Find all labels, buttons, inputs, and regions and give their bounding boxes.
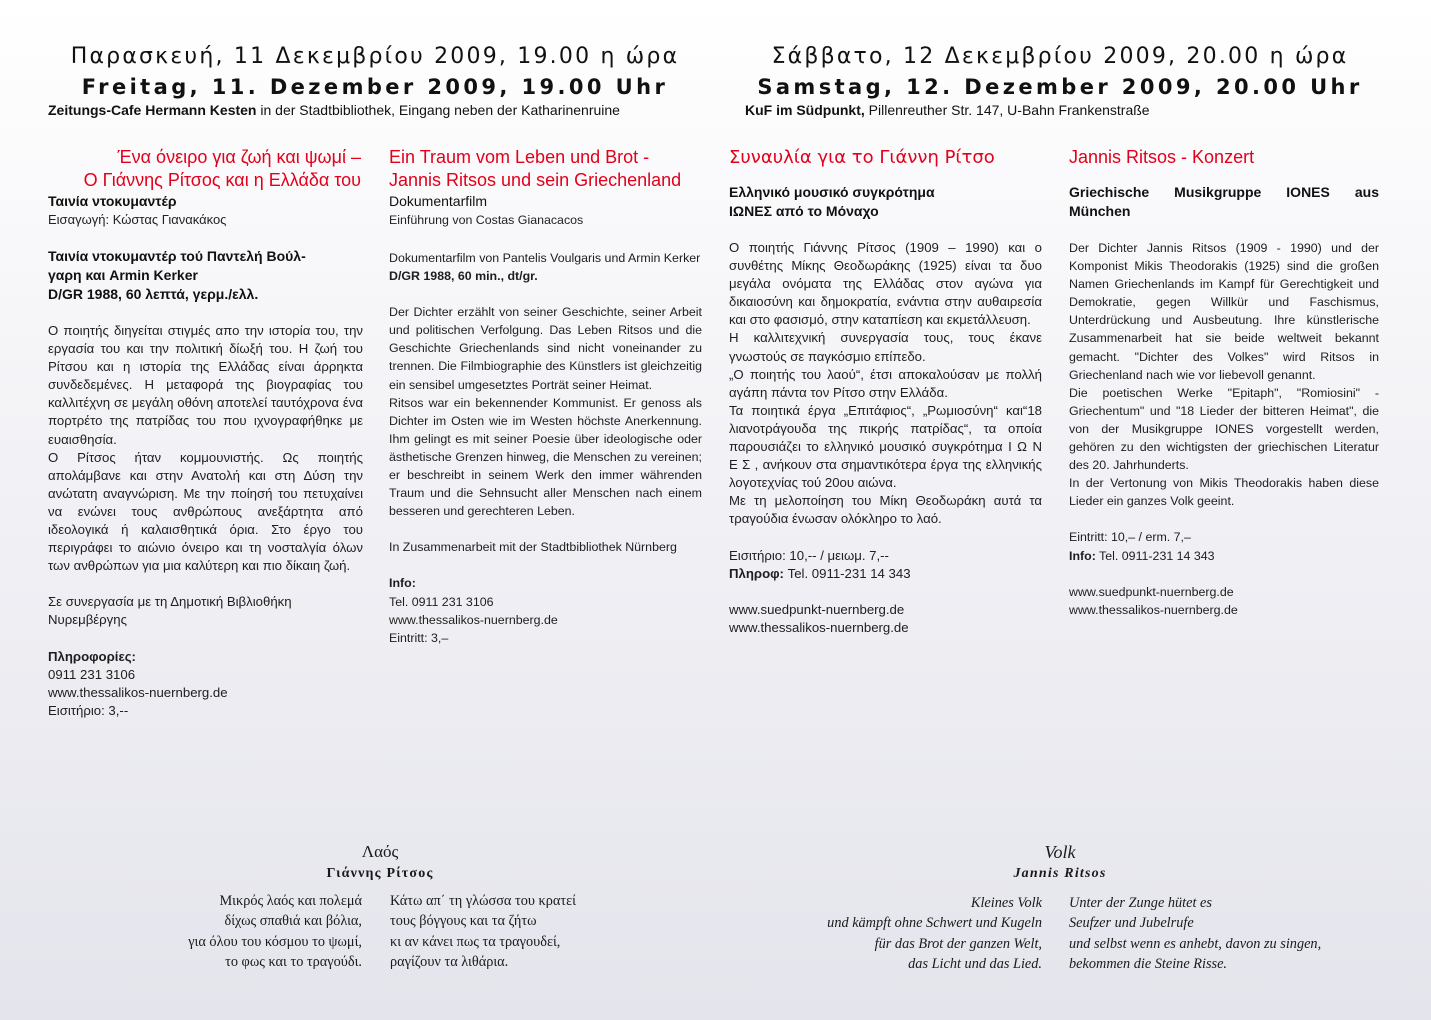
poem-line: Κάτω απ΄ τη γλώσσα του κρατεί <box>390 893 576 909</box>
film-description-greek <box>48 322 363 575</box>
film-credits-greek-line2: γαρη και Armin Kerker <box>48 267 198 283</box>
poem-line: το φως και το τραγούδι. <box>225 953 362 970</box>
paragraph: Der Dichter erzählt von seiner Geschichte, seiner Arbeit und politischen Verfolgung. Das Leben Ritsos und die Geschichte Griechenlands sind nicht voneinander zu trennen. Die Filmbiographie des Künstlers ist gleichzeitig ein sensibel umgesetztes Porträt seiner Heimat. <box>389 305 702 392</box>
concert-title-german: Jannis Ritsos - Konzert <box>1069 147 1255 167</box>
concert-subtitle-greek <box>729 183 1042 221</box>
paragraph: Η καλλιτεχνική συνεργασία τους, τους έκανε γνωστούς σε παγκόσμιο επίπεδο. <box>729 330 1042 364</box>
info-phone: Tel. 0911-231 14 343 <box>783 565 911 581</box>
website-link-thessalikos[interactable]: www.thessalikos-nuernberg.de <box>1069 602 1238 617</box>
paragraph: Die poetischen Werke "Epitaph", "Romiosini" - Griechentum" und "18 Lieder der bitteren Heimat", die von der Musikgruppe IONES vorgestellt werden, gehören zu den wichtigsten der griechischen Literatur des 20. Jahrhunderts. <box>1069 385 1379 473</box>
concert-description-greek <box>729 239 1042 529</box>
film-title-german-line2: Jannis Ritsos und sein Griechenland <box>389 170 682 190</box>
film-credits-german-line1: Dokumentarfilm von Pantelis Voulgaris und Armin Kerker <box>389 251 701 265</box>
paragraph: Με τη μελοποίηση του Μίκη Θεοδωράκη αυτά τα τραγούδια ένωσαν ολόκληρο το λαό. <box>729 493 1042 527</box>
poem-line: für das Brot der ganzen Welt, <box>874 935 1042 952</box>
poem-stanza1-greek <box>120 891 362 972</box>
left-venue-name: Zeitungs-Cafe Hermann Kesten <box>48 102 257 118</box>
poem-line: und selbst wenn es anhebt, davon zu singen, <box>1069 935 1322 952</box>
concert-subtitle-german: Griechische Musikgruppe IONES aus München <box>1069 184 1379 219</box>
info-phone: Tel. 0911 231 3106 <box>389 594 494 609</box>
paragraph: Ο ποιητής διηγείται στιγμές απο την ιστορία του, την εργασία του και την πολιτική δίωξή του. Η ζωή του Ρίτσου και η ιστορία της Ελλάδας είναι άρρηκτα συνδεδεμένες. Η μεταφορά της βιογραφίας του καλλιτέχνη σε μεγάλη οθόνη αποτελεί ταυτόχρονα ένα πορτρέτο της πατρίδας του που ιχνογραφήθηκε με ευαισθησία. <box>48 323 363 447</box>
film-intro-german: Einführung von Costas Gianacacos <box>389 213 584 227</box>
poem-stanza1-german <box>740 893 1042 974</box>
concert-description-german <box>1069 239 1379 510</box>
info-label: Info: <box>389 576 416 591</box>
film-title-german <box>389 146 702 192</box>
film-title-greek <box>48 146 361 192</box>
film-credits-german-line2: D/GR 1988, 60 min., dt/gr. <box>389 269 538 284</box>
poem-line: Μικρός λαός και πολεμά <box>219 893 362 909</box>
poem-line: τους βόγγους και τα ζήτω <box>390 913 537 930</box>
paragraph: In der Vertonung von Mikis Theodorakis haben diese Lieder ein ganzes Volk geeint. <box>1069 476 1379 509</box>
cooperation-note-greek: Σε συνεργασία με τη Δημοτική Βιβλιοθήκη Νυρεμβέργης <box>48 594 292 628</box>
poem-line: bekommen die Steine Risse. <box>1069 955 1228 972</box>
info-price: Εισιτήριο: 3,-- <box>48 702 129 718</box>
column-film-greek <box>48 146 363 720</box>
info-block-german <box>389 574 702 646</box>
poem-line: das Licht und das Lied. <box>908 955 1042 972</box>
right-date-german: Samstag, 12. Dezember 2009, 20.00 Uhr <box>757 75 1363 99</box>
right-venue-name: KuF im Südpunkt, <box>745 102 865 118</box>
info-website-link[interactable]: www.thessalikos-nuernberg.de <box>389 612 558 627</box>
poem-line: για όλου του κόσμου το ψωμί, <box>188 933 362 950</box>
info-label: Πληροφορίες: <box>48 648 136 664</box>
poem-line: δίχως σπαθιά και βόλια, <box>224 913 362 930</box>
info-phone: 0911 231 3106 <box>48 666 136 682</box>
film-subtitle-german: Dokumentarfilm <box>389 193 488 209</box>
poem-author-german: Jannis Ritsos <box>1013 866 1107 881</box>
concert-info-greek <box>729 547 1042 637</box>
poem-line: ραγίζουν τα λιθάρια. <box>390 953 509 970</box>
paragraph: „Ο ποιητής του λαού“, έτσι αποκαλούσαν με πολλή αγάπη πάντα τον Ρίτσο στην Ελλάδα. <box>729 366 1042 400</box>
poem-title-greek: Λαός <box>361 842 399 861</box>
left-venue-address: in der Stadtbibliothek, Eingang neben der Katharinenruine <box>256 102 620 118</box>
right-venue-address: Pillenreuther Str. 147, U-Bahn Frankenstraße <box>864 102 1150 118</box>
film-title-greek-line1: Ένα όνειρο για ζωή και ψωμί – <box>117 147 361 167</box>
column-film-german <box>389 146 702 647</box>
paragraph: Der Dichter Jannis Ritsos (1909 - 1990) und der Komponist Mikis Theodorakis (1925) sind die großen Namen Griechenlands im Kampf für Gerechtigkeit und Demokratie, gegen Willkür und Faschismus, Unterdrückung und Ausbeutung. Ihre künstlerische Zusammenarbeit hat sie beide weltweit bekannt gemacht. "Dichter des Volkes" wird Ritsos in Griechenland nach wie vor liebevoll genannt. <box>1069 241 1379 382</box>
poem-stanza2-german <box>1069 893 1389 974</box>
film-credits-greek-line1: Ταινία ντοκυμαντέρ τού Παντελή Βούλ- <box>48 248 306 264</box>
website-link-suedpunkt[interactable]: www.suedpunkt-nuernberg.de <box>1069 584 1234 599</box>
poem-stanza2-greek <box>390 891 640 972</box>
left-date-german: Freitag, 11. Dezember 2009, 19.00 Uhr <box>81 75 669 99</box>
film-description-german <box>389 303 702 520</box>
column-concert-german <box>1069 146 1379 619</box>
left-venue <box>48 102 620 118</box>
column-concert-greek <box>729 146 1042 637</box>
poem-line: κι αν κάνει πως τα τραγουδεί, <box>390 933 561 950</box>
film-credits-german <box>389 249 702 285</box>
film-subtitle-greek: Ταινία ντοκυμαντέρ <box>48 193 177 209</box>
info-label: Info: <box>1069 548 1096 563</box>
paragraph: Ritsos war ein bekennender Kommunist. Er genoss als Dichter im Osten wie im Westen höchste Anerkennung. Ihm gelingt es mit seiner Poesie über ideologische oder ästhetische Grenzen hinweg, die Menschen zu vereinen; er beschreibt in seinem Werk den immer währenden Traum und die Sehnsucht aller Menschen nach einem besseren und gerechteren Leben. <box>389 395 702 519</box>
right-date-greek: Σάββατο, 12 Δεκεμβρίου 2009, 20.00 η ώρα <box>771 44 1349 69</box>
concert-subtitle-greek-line2: ΙΩΝΕΣ από το Μόναχο <box>729 203 879 219</box>
paragraph: Τα ποιητικά έργα „Επιτάφιος“, „Ρωμιοσύνη“ και“18 λιανοτράγουδα της πικρής πατρίδας“, τα οποία παρουσιάζει το ελληνικό μουσικό συγκρότημα Ι Ω Ν Ε Σ , ανήκουν στα σημαντικότερα έργα της ελληνικής λογοτεχνίας τού 20ου αιώνα. <box>729 402 1042 491</box>
poem-title-german: Volk <box>1044 842 1076 862</box>
film-credits-greek <box>48 247 363 304</box>
website-link-thessalikos[interactable]: www.thessalikos-nuernberg.de <box>729 619 909 635</box>
poem-line: Kleines Volk <box>970 895 1042 911</box>
poem-line: und kämpft ohne Schwert und Kugeln <box>827 915 1042 932</box>
left-date-greek: Παρασκευή, 11 Δεκεμβρίου 2009, 19.00 η ώρα <box>70 44 680 69</box>
website-link-suedpunkt[interactable]: www.suedpunkt-nuernberg.de <box>729 601 905 617</box>
concert-title-greek: Συναυλία για το Γιάννη Ρίτσο <box>729 147 995 168</box>
film-credits-greek-line3: D/GR 1988, 60 λεπτά, γερμ./ελλ. <box>48 286 259 302</box>
film-title-greek-line2: Ο Γιάννης Ρίτσος και η Ελλάδα του <box>83 170 361 190</box>
concert-info-german <box>1069 528 1379 618</box>
paragraph: Ο Ρίτσος ήταν κομμουνιστής. Ως ποιητής απολάμβανε και στην Ανατολή και στη Δύση την ανώτατη αναγνώριση. Με την ποίησή του πετυχαίνει να ενώνει τους ανθρώπους ανεξάρτητα από ιδεολογικά ή καλαισθητικά όρια. Στο έργο του περιγράφει το αιώνιο όνειρο και τη νοσταλγία όλων των ανθρώπων για μια καλύτερη και πιο δίκαιη ζωή. <box>48 449 363 574</box>
paragraph: Ο ποιητής Γιάννης Ρίτσος (1909 – 1990) και ο συνθέτης Μίκης Θεοδωράκης (1925) είναι τα δυο μεγάλα ονόματα της Ελλάδας στον αγώνα για δικαιοσύνη και δημοκρατία, ενάντια στην αυθαιρεσία και στο φασισμό, στην καταπίεση και εκμετάλλευση. <box>729 240 1042 328</box>
concert-price: Εισιτήριο: 10,-- / μειωμ. 7,-- <box>729 547 889 563</box>
cooperation-note-german: In Zusammenarbeit mit der Stadtbibliothek Nürnberg <box>389 540 677 555</box>
concert-price: Eintritt: 10,– / erm. 7,– <box>1069 530 1191 545</box>
info-website-link[interactable]: www.thessalikos-nuernberg.de <box>48 684 228 700</box>
poem-line: Unter der Zunge hütet es <box>1069 895 1212 911</box>
concert-subtitle-greek-line1: Ελληνικό μουσικό συγκρότημα <box>729 184 935 200</box>
info-label: Πληροφ: <box>729 565 784 581</box>
poem-author-greek: Γιάννης Ρίτσος <box>326 866 434 881</box>
info-block-greek <box>48 648 363 720</box>
film-title-german-line1: Ein Traum vom Leben und Brot - <box>389 147 650 167</box>
info-price: Eintritt: 3,– <box>389 630 449 645</box>
poem-line: Seufzer und Jubelrufe <box>1069 915 1194 932</box>
right-venue <box>745 102 1150 118</box>
film-intro-greek: Εισαγωγή: Κώστας Γιανακάκος <box>48 212 227 227</box>
info-phone: Tel. 0911-231 14 343 <box>1095 548 1215 563</box>
